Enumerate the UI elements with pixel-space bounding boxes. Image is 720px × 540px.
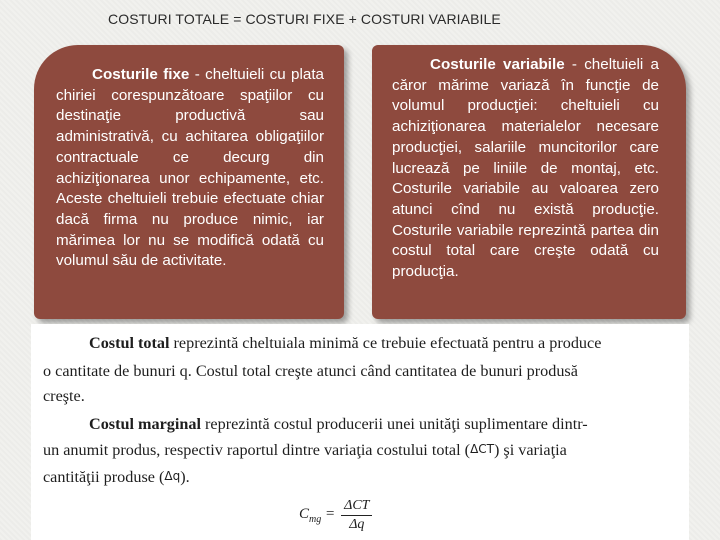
slide-title: COSTURI TOTALE = COSTURI FIXE + COSTURI VARIABILE xyxy=(108,11,501,27)
marginal-cost-term: Costul marginal xyxy=(89,415,201,433)
formula-subscript: mg xyxy=(309,514,322,525)
formula-numerator: ΔCT xyxy=(341,498,372,516)
formula-lhs xyxy=(299,506,335,525)
total-cost-text: reprezintă cheltuiala minimă ce trebuie efectuată pentru a produce xyxy=(169,334,602,352)
delta-ct-symbol: ΔCT xyxy=(470,442,494,456)
fixed-costs-box xyxy=(34,45,344,319)
formula-denominator: Δq xyxy=(349,517,365,532)
marginal-cost-text-d: ). xyxy=(180,468,190,486)
marginal-cost-line-2 xyxy=(43,441,567,460)
marginal-cost-text: reprezintă costul producerii unei unităţi suplimentare dintr- xyxy=(200,415,588,433)
formula-c: C xyxy=(299,506,310,522)
fixed-costs-term: Costurile fixe xyxy=(92,66,190,83)
formula-equals: = xyxy=(321,506,336,522)
total-cost-line-1 xyxy=(89,334,601,353)
total-cost-term: Costul total xyxy=(89,334,170,352)
variable-costs-text: - cheltuieli a căror mărime variază în funcţie de volumul producţiei: cheltuieli cu achiziţionarea materialelor necesare producţiei, salariile muncitorilor care lucrează pe liniile de montaj, etc. Costurile variabile au valoarea zero atunci cînd nu există producţie. Costurile variabile reprezintă partea din costul total care creşte odată cu producţia. xyxy=(392,56,659,281)
total-cost-line-3: creşte. xyxy=(43,387,85,405)
marginal-cost-text-c: cantităţii produse ( xyxy=(43,468,165,486)
marginal-cost-line-3 xyxy=(43,468,190,487)
marginal-cost-text-b: ) şi variaţia xyxy=(493,441,567,459)
total-cost-line-2: o cantitate de bunuri q. Costul total creşte atunci când cantitatea de bunuri produsă xyxy=(43,362,578,380)
fixed-costs-text: - cheltuieli cu plata chiriei corespunzătoare spaţiilor cu destinaţie productivă sau administrativă, cu achitarea obligaţiilor contractuale ce decurg din achiziţionarea unor echipamente, etc. Aceste cheltuieli trebuie efectuate chiar dacă firma nu produce nimic, iar mărimea lor nu se modifică odată cu volumul său de activitate. xyxy=(56,66,324,270)
marginal-cost-formula xyxy=(299,498,372,533)
scanned-definitions-image xyxy=(31,324,689,540)
variable-costs-term: Costurile variabile xyxy=(430,56,565,73)
delta-q-symbol: Δq xyxy=(164,469,181,483)
variable-costs-box xyxy=(372,45,686,319)
formula-fraction xyxy=(341,498,372,533)
marginal-cost-text-a: un anumit produs, respectiv raportul dintre variaţia costului total ( xyxy=(43,441,471,459)
marginal-cost-line-1 xyxy=(89,415,588,434)
